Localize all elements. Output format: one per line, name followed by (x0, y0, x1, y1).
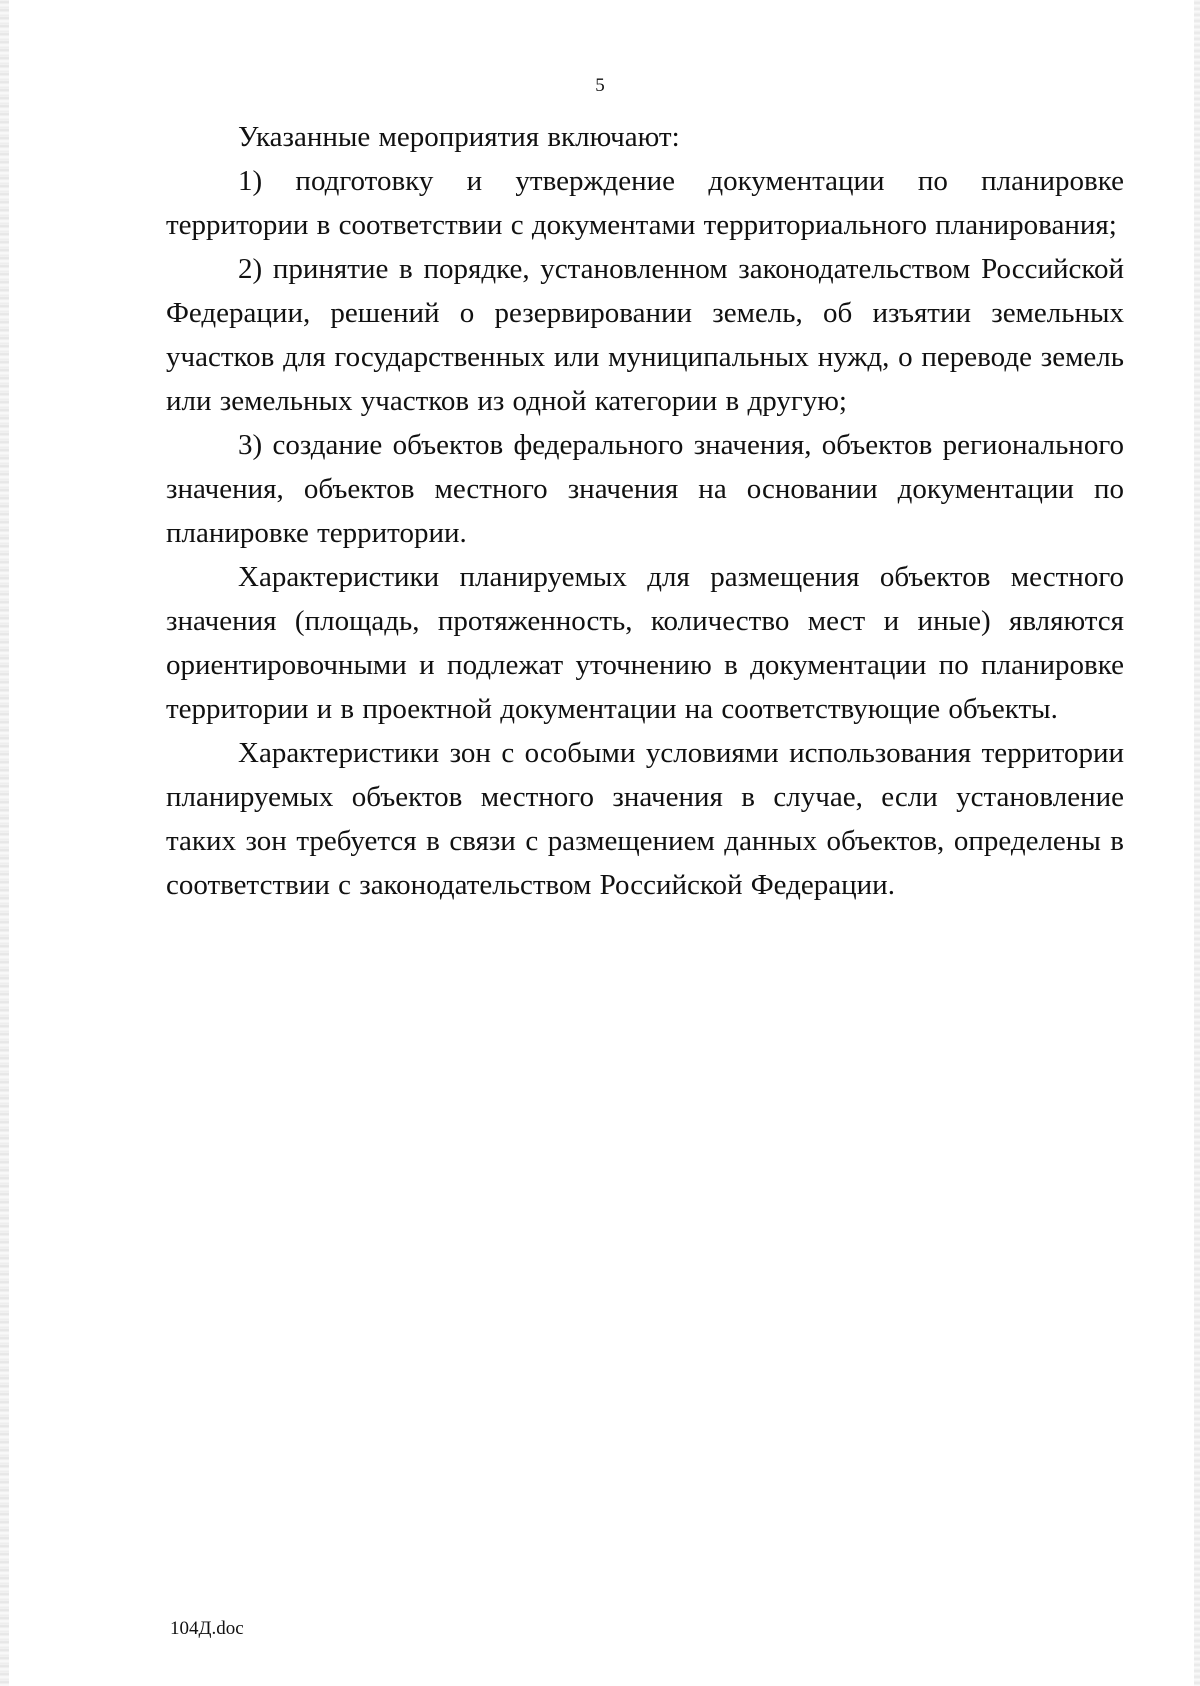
paragraph-intro: Указанные мероприятия включают: (238, 121, 680, 153)
paragraph-characteristics-zones: Характеристики зон с особыми условиями использования территории планируемых объектов местного значения в случае, если установление таких зон требуется в связи с размещением данных объектов, определены в соответствии с законодательством Российской Федерации. (166, 737, 1124, 901)
page-number: 5 (595, 75, 605, 96)
paragraph-item-1: 1) подготовку и утверждение документации по планировке территории в соответствии с документами территориального планирования; (166, 165, 1124, 241)
scan-edge-right (1194, 0, 1200, 1686)
paragraph-item-3: 3) создание объектов федерального значения, объектов регионального значения, объектов местного значения на основании документации по планировке территории. (166, 429, 1124, 549)
document-body (166, 115, 1124, 907)
paragraph-item-2: 2) принятие в порядке, установленном законодательством Российской Федерации, решений о резервировании земель, об изъятии земельных участков для государственных или муниципальных нужд, о переводе земель или земельных участков из одной категории в другую; (166, 253, 1124, 417)
paragraph-characteristics-objects: Характеристики планируемых для размещения объектов местного значения (площадь, протяженность, количество мест и иные) являются ориентировочными и подлежат уточнению в документации по планировке территории и в проектной документации на соответствующие объекты. (166, 561, 1124, 725)
scan-edge-left (0, 0, 9, 1686)
footer-filename: 104Д.doc (170, 1618, 244, 1639)
